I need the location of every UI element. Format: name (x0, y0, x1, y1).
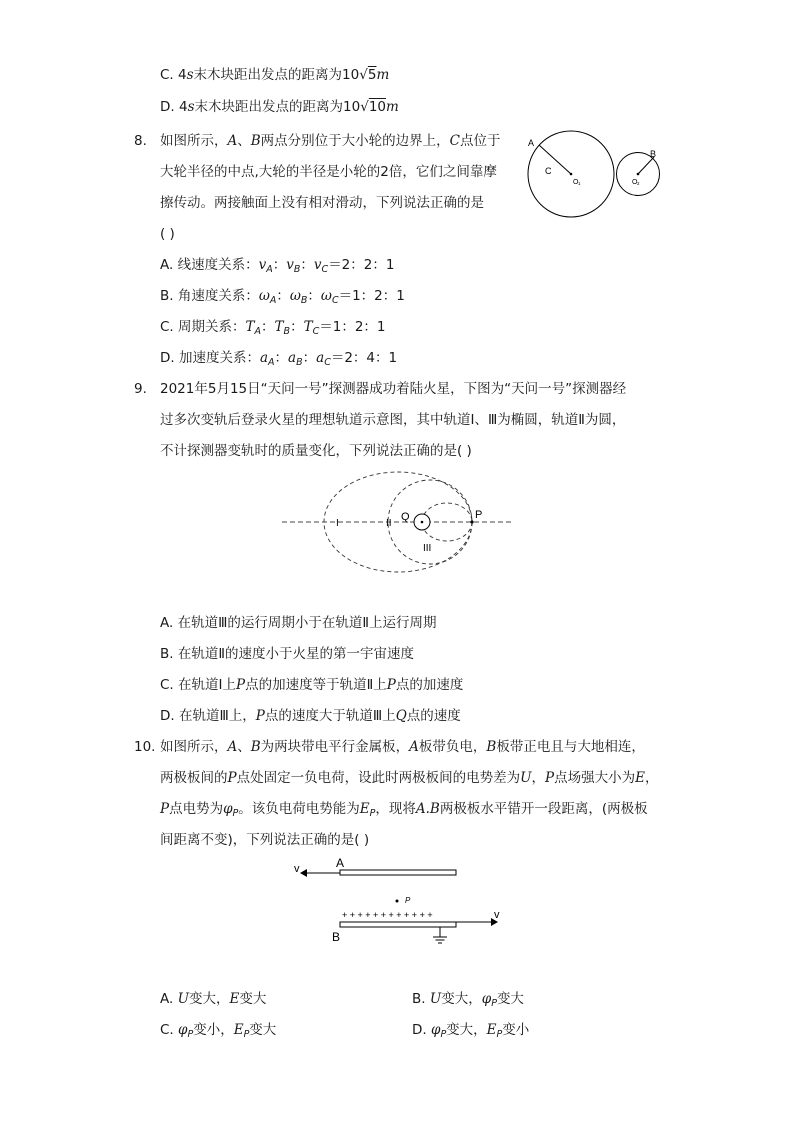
q9-stem-line-2: 过多次变轨后登录火星的理想轨道示意图，其中轨道Ⅰ、Ⅲ为椭圆，轨道Ⅱ为圆， (160, 412, 626, 428)
q7-option-d-prefix: D. 4 (160, 99, 188, 115)
point-c: C (449, 133, 461, 149)
q8-option-c[interactable] (160, 318, 386, 341)
q8-option-b[interactable] (160, 287, 405, 310)
option-text: C. 在轨道Ⅰ上 (160, 677, 236, 693)
q8-option-a[interactable] (160, 256, 394, 279)
point-p-label: P (475, 509, 483, 521)
sub: B (293, 264, 301, 275)
option-text: 变小 (502, 1022, 530, 1038)
ratio: ＝2：2：1 (328, 257, 395, 273)
var: U (429, 991, 442, 1007)
charge-p-dot (396, 900, 399, 903)
var: A (409, 739, 419, 755)
option-text: D. 在轨道Ⅲ上， (160, 708, 256, 724)
q9-orbit-figure (280, 470, 520, 582)
ratio: ＝1：2：1 (319, 319, 386, 335)
var: E (635, 770, 645, 786)
sub: P (232, 808, 239, 819)
sep: ： (261, 319, 275, 335)
big-wheel-radius (539, 145, 571, 174)
separator: 、 (237, 133, 251, 149)
option-text: 变大， (446, 1022, 487, 1038)
q10-stem-line-2 (160, 769, 658, 787)
orbit-3-label: III (423, 543, 432, 554)
option-text: 变大， (441, 991, 482, 1007)
var: P (160, 801, 170, 817)
sub: C (324, 357, 331, 368)
point-b: B (250, 133, 261, 149)
sub: C (312, 326, 320, 337)
q9-option-a[interactable]: A. 在轨道Ⅲ的运行周期小于在轨道Ⅱ上运行周期 (160, 615, 437, 631)
var: ω (320, 288, 332, 304)
q7-option-d-radicand: 10 (368, 99, 386, 115)
q10-text: 点处固定一负电荷，设此时两极板间的电势差为 (236, 770, 521, 786)
q8-stem-line-3: 擦传动。两接触面上没有相对滑动，下列说法正确的是 (160, 195, 484, 211)
sep: ： (307, 288, 321, 304)
sub: C (331, 295, 339, 306)
q7-option-d-unit: s (187, 99, 195, 115)
q10-text: 如图所示， (160, 739, 228, 755)
option-text: 变大 (249, 1022, 277, 1038)
var: Q (395, 708, 407, 724)
charge-p-label: P (405, 896, 411, 905)
q7-option-d-meter: m (386, 99, 399, 115)
point-a: A (227, 133, 238, 149)
var: P (544, 770, 555, 786)
var: E (229, 991, 240, 1007)
sub: P (491, 998, 497, 1009)
var: φ (223, 801, 233, 817)
sub: A (254, 326, 262, 337)
var: P (386, 677, 396, 693)
orbit-1-label: I (336, 518, 339, 529)
option-text: 变大， (188, 991, 230, 1007)
v-left-arrowhead (300, 869, 307, 877)
option-label: B. (412, 991, 430, 1007)
var: A.B (415, 801, 440, 817)
q8-stem-line-1 (160, 132, 501, 150)
option-text: B. 角速度关系： (160, 288, 259, 304)
sub: P (369, 808, 376, 819)
var: φ (481, 991, 492, 1007)
var: T (245, 319, 255, 335)
q10-stem-line-3 (160, 800, 648, 823)
var: v (286, 257, 294, 273)
q10-text: 点场强大小为 (554, 770, 636, 786)
sub: P (440, 1029, 447, 1040)
q8-wheels-figure (520, 124, 670, 228)
q10-text: 点电势为 (169, 801, 224, 817)
q7-option-d[interactable] (160, 98, 399, 116)
label-c: C (545, 166, 552, 176)
small-wheel-radius (638, 157, 654, 174)
q8-text: 点位于 (460, 133, 501, 149)
option-text: 变大 (496, 991, 524, 1007)
q9-option-c[interactable] (160, 676, 463, 694)
sub: A (269, 295, 277, 306)
q10-option-a[interactable] (160, 990, 266, 1008)
ratio: ＝2：4：1 (330, 350, 398, 366)
q10-text: ， (644, 770, 659, 786)
sub: B (283, 326, 291, 337)
q10-text: 板带负电， (418, 739, 487, 755)
option-text: 变大 (239, 991, 267, 1007)
sub: P (243, 1029, 250, 1040)
option-label: A. (160, 991, 178, 1007)
q10-text: 板带正电且与大地相连， (496, 739, 645, 755)
var: φ (430, 1022, 441, 1038)
q9-option-d[interactable] (160, 707, 461, 725)
q8-answer-paren: ( ) (160, 226, 175, 242)
plate-b (340, 922, 456, 927)
var: ω (258, 288, 270, 304)
option-text: 变小， (193, 1022, 234, 1038)
q8-stem-line-2: 大轮半径的中点,大轮的半径是小轮的2倍，它们之间靠摩 (160, 164, 497, 180)
sep: ： (272, 257, 287, 273)
sep: ： (300, 257, 314, 273)
q7-option-c[interactable] (160, 66, 389, 84)
option-text: 点的速度大于轨道Ⅲ上 (264, 708, 396, 724)
var: φ (178, 1022, 188, 1038)
orbit-2-label: II (386, 518, 392, 529)
q10-stem-line-1 (160, 738, 645, 756)
q8-number: 8. (134, 133, 147, 149)
var: a (316, 350, 325, 366)
var: T (274, 319, 284, 335)
option-text: A. 线速度关系： (160, 257, 259, 273)
q9-option-b[interactable]: B. 在轨道Ⅱ的速度小于火星的第一宇宙速度 (160, 646, 414, 662)
var: B (250, 739, 261, 755)
option-text: 点的加速度等于轨道Ⅱ上 (245, 677, 387, 693)
q9-stem-line-3: 不计探测器变轨时的质量变化，下列说法正确的是( ) (160, 443, 472, 459)
q9-stem-line-1: 2021年5月15日“天问一号”探测器成功着陆火星，下图为“天问一号”探测器经 (160, 381, 627, 397)
label-a: A (528, 138, 535, 148)
sub: A (266, 264, 273, 275)
option-text: D. 加速度关系： (160, 350, 260, 366)
sub: C (321, 264, 329, 275)
q10-number: 10. (134, 739, 156, 755)
sqrt-symbol: √ (359, 67, 368, 83)
var: a (288, 350, 297, 366)
q7-option-c-prefix: C. 4 (160, 67, 187, 83)
var: P (255, 708, 265, 724)
q8-option-d[interactable] (160, 349, 397, 372)
point-q-dot (421, 521, 424, 524)
q10-text: 为两块带电平行金属板， (260, 739, 410, 755)
option-text: 点的加速度 (395, 677, 464, 693)
sqrt-symbol: √ (360, 99, 369, 115)
q10-text: ， (531, 770, 545, 786)
v-left-label: v (294, 863, 300, 875)
q8-text: 如图所示， (160, 133, 228, 149)
label-o2-sub: 2 (637, 181, 640, 186)
var: P (236, 677, 246, 693)
q7-option-d-text: 末木块距出发点的距离为10 (194, 99, 361, 115)
q10-text: 两极板间的 (160, 770, 228, 786)
var: U (520, 770, 532, 786)
label-o1-sub: 1 (578, 181, 581, 186)
plate-a (340, 870, 456, 875)
var: P (227, 770, 237, 786)
q10-text: 。该负电荷电势能为 (238, 801, 360, 817)
point-p-dot (470, 520, 473, 523)
q7-option-c-text: 末木块距出发点的距离为10 (193, 67, 360, 83)
sep: ： (274, 350, 289, 366)
sub: A (268, 357, 275, 368)
q9-number: 9. (134, 381, 147, 397)
option-text: C. 周期关系： (160, 319, 246, 335)
sub: B (300, 295, 308, 306)
option-label: D. (412, 1022, 431, 1038)
var: v (313, 257, 322, 273)
sub: P (187, 1029, 194, 1040)
var: U (177, 991, 189, 1007)
q10-text: 两极板水平错开一段距离，(两极板 (439, 801, 648, 817)
q10-option-b[interactable] (412, 990, 524, 1013)
sep: ： (276, 288, 290, 304)
var: A (227, 739, 238, 755)
center-o1 (570, 173, 573, 176)
var: B (486, 739, 497, 755)
var: T (303, 319, 313, 335)
q10-stem-line-4: 间距离不变)，下列说法正确的是( ) (160, 832, 370, 848)
point-q-label: Q (401, 511, 410, 523)
label-o2: O (632, 179, 638, 186)
var: E (233, 1022, 244, 1038)
var: E (359, 801, 370, 817)
center-o2 (637, 173, 640, 176)
q8-text: 两点分别位于大小轮的边界上， (260, 133, 450, 149)
q7-option-c-meter: m (376, 67, 390, 83)
q10-text: 、 (237, 739, 251, 755)
q7-option-c-unit: s (186, 67, 194, 83)
var: E (486, 1022, 497, 1038)
q10-text: ，现将 (375, 801, 416, 817)
label-o1: O (573, 179, 579, 186)
v-right-label: v (494, 909, 500, 921)
plate-a-label: A (336, 856, 345, 870)
var: a (259, 350, 269, 366)
q10-option-c[interactable] (160, 1021, 276, 1044)
q10-plates-figure (290, 855, 510, 950)
label-b: B (650, 149, 657, 159)
option-text: 点的速度 (406, 708, 461, 724)
var: v (258, 257, 267, 273)
sep: ： (290, 319, 304, 335)
plate-b-label: B (332, 930, 341, 944)
q10-option-d[interactable] (412, 1021, 529, 1044)
q7-option-c-radicand: 5 (367, 67, 377, 83)
plate-b-charges: + + + + + + + + + + + + (342, 910, 433, 920)
ratio: ＝1：2：1 (338, 288, 405, 304)
sub: P (496, 1029, 503, 1040)
sep: ： (302, 350, 317, 366)
sub: B (296, 357, 303, 368)
var: ω (289, 288, 301, 304)
option-label: C. (160, 1022, 179, 1038)
